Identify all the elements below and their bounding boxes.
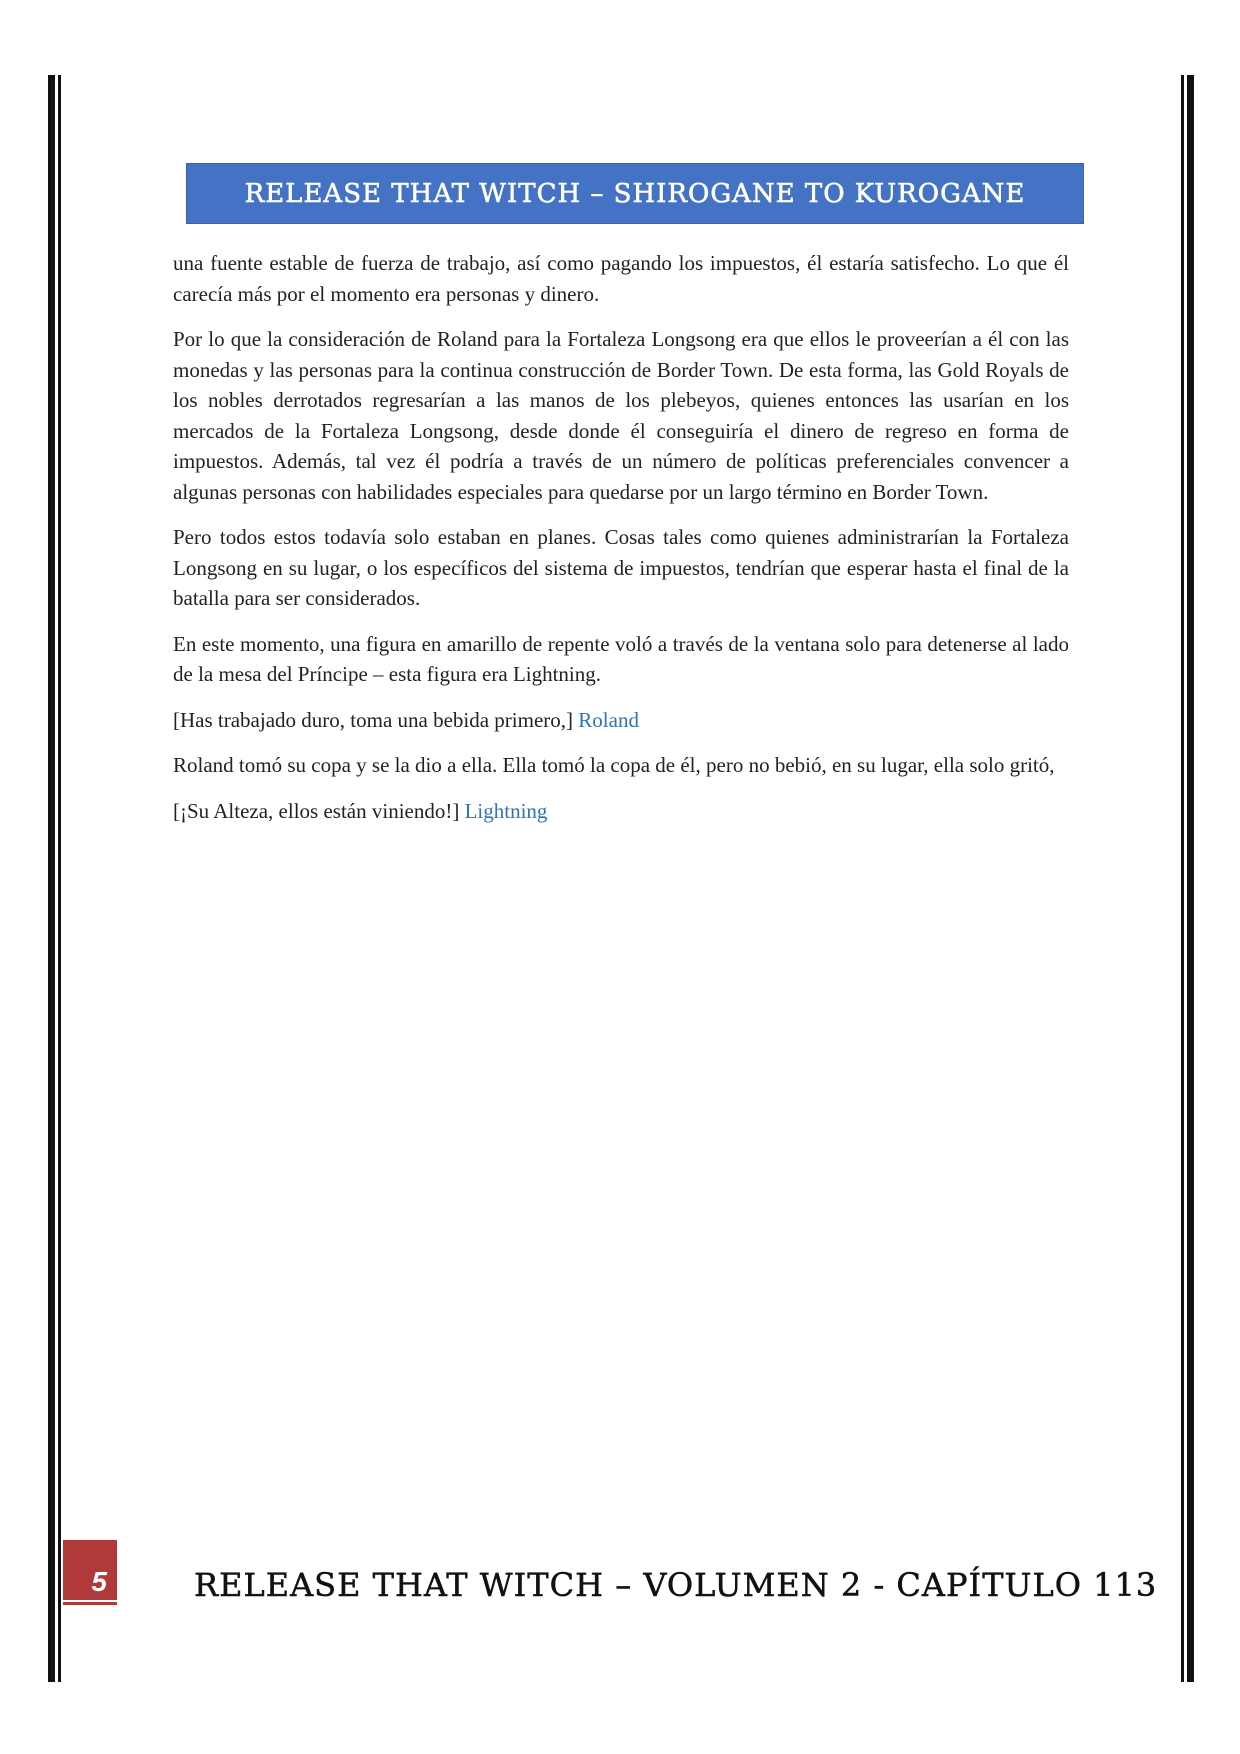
- right-border-outer-line: [1187, 75, 1194, 1682]
- page-number-badge: [63, 1540, 117, 1600]
- paragraph-text: En este momento, una figura en amarillo de repente voló a través de la ventana solo para detenerse al lado de la mesa del Príncipe – esta figura era Lightning.: [173, 631, 1069, 686]
- paragraph: [173, 324, 1069, 507]
- paragraph-text: Pero todos estos todavía solo estaban en planes. Cosas tales como quienes administrarían la Fortaleza Longsong en su lugar, o los específicos del sistema de impuestos, tendrían que esperar hasta el final de la batalla para ser considerados.: [173, 525, 1069, 610]
- paragraph: [173, 248, 1069, 309]
- header-banner: [186, 163, 1084, 224]
- header-title: RELEASE THAT WITCH – SHIROGANE TO KUROGANE: [244, 178, 1026, 209]
- left-border-outer-line: [48, 75, 55, 1682]
- paragraph: [173, 750, 1069, 781]
- page-number-underline: [63, 1602, 117, 1605]
- footer-title: RELEASE THAT WITCH – VOLUMEN 2 - CAPÍTULO 113: [194, 1566, 1158, 1604]
- left-border-inner-line: [58, 75, 61, 1682]
- page-number: 5: [91, 1566, 107, 1597]
- paragraph: [173, 522, 1069, 614]
- dialogue-line: [173, 796, 1069, 827]
- paragraph-text: Por lo que la consideración de Roland para la Fortaleza Longsong era que ellos le proveerían a él con las monedas y las personas para la continua construcción de Border Town. De esta forma, las Gold Royals de los nobles derrotados regresarían a las manos de los plebeyos, quienes entonces las usarían en los mercados de la Fortaleza Longsong, desde donde él conseguiría el dinero de regreso en forma de impuestos. Además, tal vez él podría a través de un número de políticas preferenciales convencer a algunas personas con habilidades especiales para quedarse por un largo término en Border Town.: [173, 327, 1069, 504]
- dialogue-text: [¡Su Alteza, ellos están viniendo!]: [173, 798, 460, 823]
- chapter-body: [173, 248, 1069, 841]
- dialogue-text: [Has trabajado duro, toma una bebida primero,]: [173, 707, 574, 732]
- paragraph-text: Roland tomó su copa y se la dio a ella. Ella tomó la copa de él, pero no bebió, en su lugar, ella solo gritó,: [173, 753, 1055, 777]
- speaker-name: Roland: [578, 707, 639, 732]
- right-border-inner-line: [1181, 75, 1184, 1682]
- speaker-name: Lightning: [464, 798, 548, 823]
- paragraph: [173, 629, 1069, 690]
- paragraph-text: una fuente estable de fuerza de trabajo, así como pagando los impuestos, él estaría satisfecho. Lo que él carecía más por el momento era personas y dinero.: [173, 251, 1069, 306]
- dialogue-line: [173, 705, 1069, 736]
